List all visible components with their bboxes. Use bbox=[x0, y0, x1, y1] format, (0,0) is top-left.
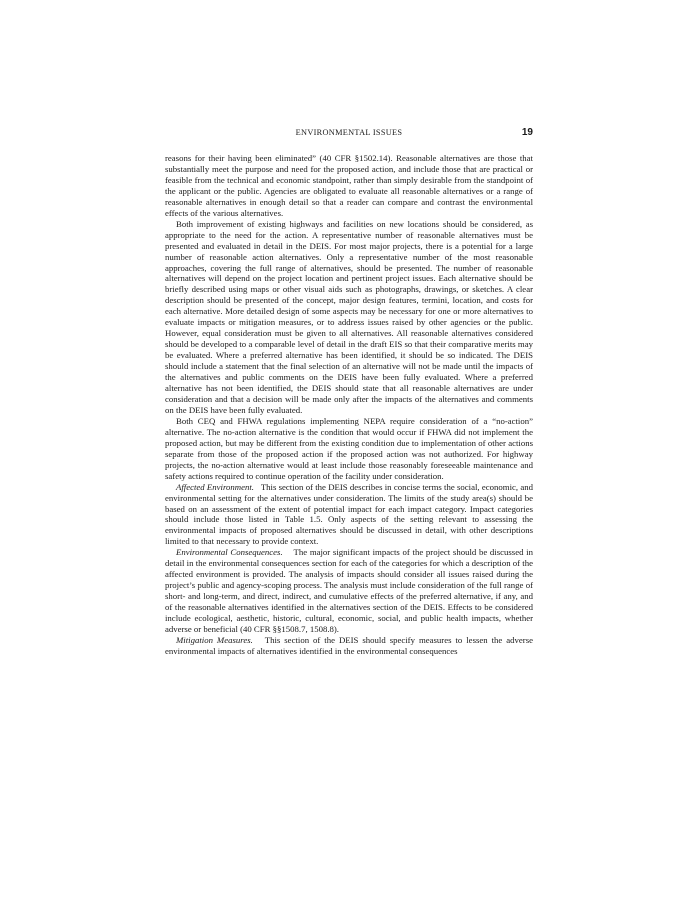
paragraph-mitigation-measures bbox=[165, 635, 533, 657]
running-header bbox=[165, 127, 533, 141]
paragraph-affected-environment bbox=[165, 482, 533, 548]
paragraph-text: Both CEQ and FHWA regulations implementing NEPA require consideration of a “no-action” alternative. The no-action alternative is the condition that would occur if FHWA did not implement the proposed action, but may be different from the existing condition due to implementation of other actions separate from those of the proposed action if the proposed action was not authorized. For highway projects, the no-action alternative would at least include those reasonably foreseeable maintenance and safety actions required to continue operation of the facility under consideration. bbox=[165, 415, 533, 481]
paragraph-reasonable-alternatives bbox=[165, 219, 533, 416]
body-text bbox=[165, 153, 533, 657]
page-number: 19 bbox=[521, 127, 533, 138]
paragraph-text: The major significant impacts of the project should be discussed in detail in the environmental consequences section for each of the categories for which a description of the affected environment is provided. The analysis of impacts should consider all issues raised during the project’s public and agency-scoping process. The analysis must include consideration of the full range of short- and long-term, and direct, indirect, and cumulative effects of the preferred alternative, if any, and of the reasonable alternatives identified in the alternatives section of the DEIS. Effects to be considered include ecological, aesthetic, historic, cultural, economic, social, and public health impacts, whether adverse or beneficial (40 CFR §§1508.7, 1508.8). bbox=[165, 547, 533, 634]
paragraph-text: This section of the DEIS should specify measures to lessen the adverse environmental impacts of alternatives identified in the environmental consequences bbox=[165, 634, 533, 656]
paragraph-text: This section of the DEIS describes in concise terms the social, economic, and environmental setting for the alternatives under consideration. The limits of the study area(s) should be based on an assessment of the extent of potential impact for each impact category. Impact categories should include those listed in Table 1.5. Only aspects of the setting relevant to assessing the environmental impacts of proposed alternatives should be discussed in detail, with other descriptions limited to that necessary to provide context. bbox=[165, 481, 533, 547]
paragraph-alternatives-intro bbox=[165, 153, 533, 219]
paragraph-no-action bbox=[165, 416, 533, 482]
paragraph-environmental-consequences bbox=[165, 547, 533, 635]
running-title: ENVIRONMENTAL ISSUES bbox=[295, 128, 403, 137]
paragraph-heading: Affected Environment. bbox=[176, 481, 254, 492]
paragraph-heading: Environmental Consequences. bbox=[176, 547, 283, 558]
paragraph-text: reasons for their having been eliminated” (40 CFR §1502.14). Reasonable alternatives are those that substantially meet the purpose and need for the proposed action, and include those that are practical or feasible from the technical and economic standpoint, rather than simply desirable from the standpoint of the applicant or the public. Agencies are obligated to evaluate all reasonable alternatives or a range of reasonable alternatives in enough detail so that a reader can compare and contrast the environmental effects of the various alternatives. bbox=[165, 153, 533, 218]
paragraph-heading: Mitigation Measures. bbox=[176, 634, 253, 645]
paragraph-text: Both improvement of existing highways and facilities on new locations should be considered, as appropriate to the need for the action. A representative number of reasonable alternatives must be presented and evaluated in detail in the DEIS. For most major projects, there is a potential for a large number of reasonable action alternatives. Only a representative number of the most reasonable approaches, covering the full range of alternatives, should be presented. The number of reasonable alternatives will depend on the project location and pertinent project issues. Each alternative should be briefly described using maps or other visual aids such as photographs, drawings, or sketches. A clear description should be presented of the concept, major design features, termini, location, and costs for each alternative. More detailed design of some aspects may be necessary for one or more alternatives to evaluate impacts or mitigation measures, or to address issues raised by other agencies or the public. However, equal consideration must be given to all alternatives. All reasonable alternatives considered should be developed to a comparable level of detail in the draft EIS so that their comparative merits may be evaluated. Where a preferred alternative has been identified, it should be so indicated. The DEIS should include a statement that the final selection of an alternative will not be made until the impacts of the alternatives and public comments on the DEIS have been fully evaluated. Where a preferred alternative has not been identified, the DEIS should state that all reasonable alternatives are under consideration and that a decision will be made only after the impacts of the alternatives and comments on the DEIS have been fully evaluated. bbox=[165, 218, 533, 415]
